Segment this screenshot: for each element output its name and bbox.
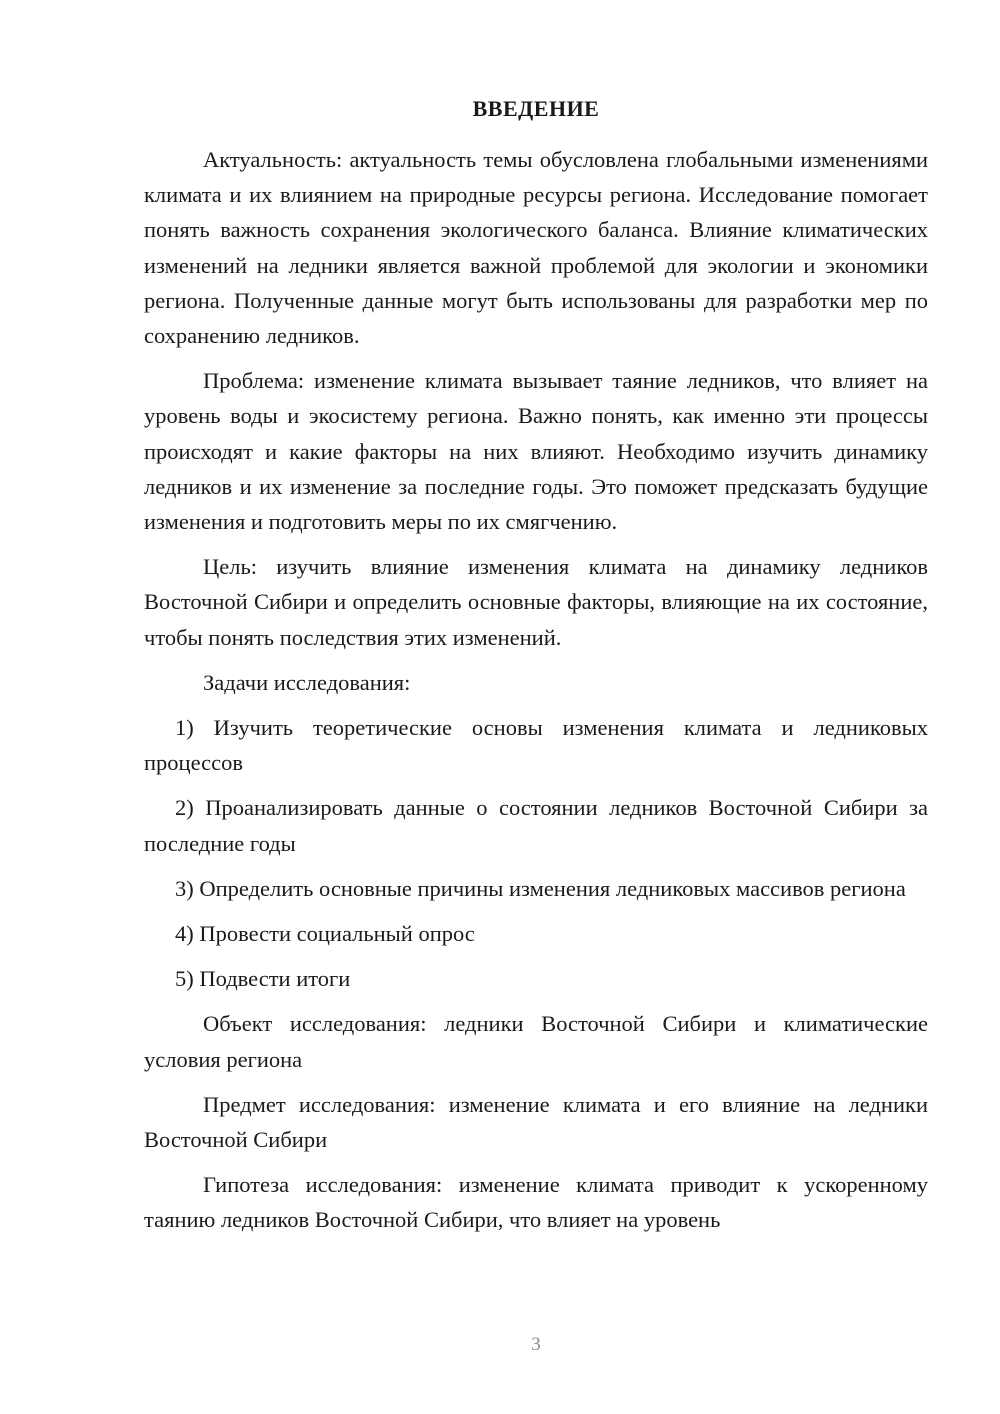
subject-paragraph: Предмет исследования: изменение климата и его влияние на ледники Восточной Сибири [144,1091,928,1153]
task-item-4: 4) Провести социальный опрос [175,921,475,947]
object-paragraph: Объект исследования: ледники Восточной Сибири и климатические условия региона [144,1011,928,1072]
relevance-paragraph: Актуальность: актуальность темы обусловлена глобальными изменениями климата и их влиянием на природные ресурсы региона. Исследование помогает понять важность сохранения экологического баланса. Влияние климатических изменений на ледники является важной проблемой для экологии и экономики региона. Полученные данные могут быть использованы для разработки мер по сохранению ледников. [144,147,928,349]
problem-paragraph: Проблема: изменение климата вызывает таяние ледников, что влияет на уровень воды и экосистему региона. Важно понять, как именно эти процессы происходят и какие факторы на них влияют. Необходимо изучить динамику ледников и их изменение за последние годы. Это поможет предсказать будущие изменения и подготовить меры по их смягчению. [144,368,928,535]
task-item-5: 5) Подвести итоги [175,966,351,992]
section-heading: ВВЕДЕНИЕ [472,96,600,121]
task-item-2: 2) Проанализировать данные о состоянии ледников Восточной Сибири за последние годы [144,795,928,856]
task-item-1: 1) Изучить теоретические основы изменения климата и ледниковых процессов [144,715,928,776]
tasks-heading: Задачи исследования: [203,669,411,695]
document-body [144,142,928,1248]
task-item-3: 3) Определить основные причины изменения ледниковых массивов региона [175,875,906,901]
hypothesis-paragraph: Гипотеза исследования: изменение климата приводит к ускоренному таянию ледников Восточной Сибири, что влияет на уровень [144,1172,928,1233]
page-number: 3 [531,1334,541,1355]
goal-paragraph: Цель: изучить влияние изменения климата на динамику ледников Восточной Сибири и определить основные факторы, влияющие на их состояние, чтобы понять последствия этих изменений. [144,554,928,650]
